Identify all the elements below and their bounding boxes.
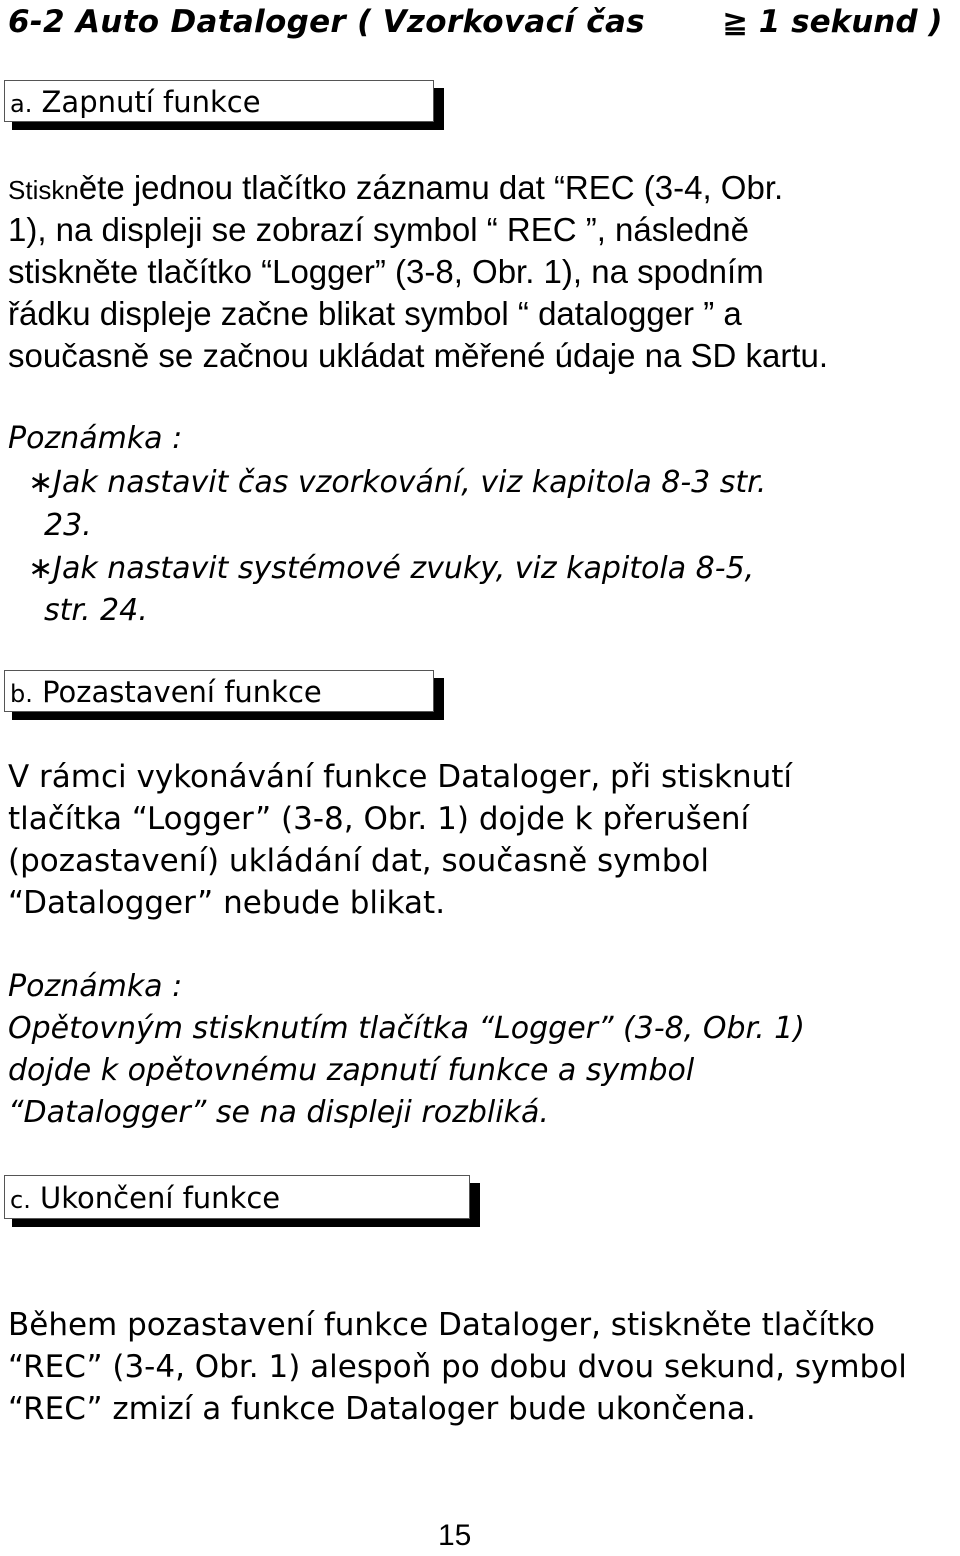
- section-c-line-1: Během pozastavení funkce Dataloger, stiskněte tlačítko: [8, 1307, 876, 1343]
- section-a-line-1: Stiskněte jednou tlačítko záznamu dat “REC (3-4, Obr.: [8, 169, 784, 206]
- section-b-heading-box: [4, 670, 444, 720]
- section-a-line-4: řádku displeje začne blikat symbol “ datalogger ” a: [8, 295, 742, 332]
- section-a-note-4: str. 24.: [44, 593, 148, 628]
- section-b-heading: Pozastavení funkce: [32, 675, 322, 709]
- section-c-heading: Ukončení funkce: [30, 1181, 281, 1215]
- page-title-suffix: ≧ 1 sekund ): [722, 4, 943, 40]
- section-a-line-3: stiskněte tlačítko “Logger” (3-8, Obr. 1), na spodním: [8, 253, 764, 290]
- section-a-note-2: 23.: [44, 508, 92, 543]
- section-c-line-2: “REC” (3-4, Obr. 1) alespoň po dobu dvou sekund, symbol: [8, 1349, 907, 1385]
- section-b-note-2: dojde k opětovnému zapnutí funkce a symbol: [8, 1053, 695, 1088]
- section-b-line-1: V rámci vykonávání funkce Dataloger, při stisknutí: [8, 759, 793, 795]
- page-number: 15: [438, 1519, 472, 1552]
- section-a-note-label: Poznámka :: [8, 421, 183, 456]
- section-b-line-3: (pozastavení) ukládání dat, současně symbol: [8, 843, 709, 879]
- section-a-note-3: ∗Jak nastavit systémové zvuky, viz kapitola 8-5,: [28, 551, 755, 586]
- section-b-note-3: “Datalogger” se na displeji rozbliká.: [8, 1095, 549, 1130]
- section-a-note-1: ∗Jak nastavit čas vzorkování, viz kapitola 8-3 str.: [28, 465, 767, 500]
- section-a-heading-box: [4, 80, 444, 130]
- section-b-line-2: tlačítka “Logger” (3-8, Obr. 1) dojde k přerušení: [8, 801, 750, 837]
- section-a-body: [8, 167, 828, 377]
- section-b-body: [8, 756, 792, 924]
- section-a-heading-prefix: a.: [10, 90, 33, 118]
- page-title: 6-2 Auto Dataloger ( Vzorkovací čas: [8, 4, 645, 40]
- section-a-line-2: 1), na displeji se zobrazí symbol “ REC ”, následně: [8, 211, 749, 248]
- section-b-line-4: “Datalogger” nebude blikat.: [8, 885, 446, 921]
- section-c-heading-prefix: c.: [10, 1186, 31, 1214]
- section-c-line-3: “REC” zmizí a funkce Dataloger bude ukončena.: [8, 1391, 756, 1427]
- section-b-note-1: Opětovným stisknutím tlačítka “Logger” (3-8, Obr. 1): [8, 1011, 805, 1046]
- section-b-heading-prefix: b.: [10, 680, 33, 708]
- section-b-note-label: Poznámka :: [8, 969, 183, 1004]
- section-c-heading-box: [4, 1175, 480, 1227]
- section-c-body: [8, 1304, 907, 1430]
- section-a-line-5: současně se začnou ukládat měřené údaje na SD kartu.: [8, 337, 829, 374]
- section-a-heading: Zapnutí funkce: [32, 85, 261, 119]
